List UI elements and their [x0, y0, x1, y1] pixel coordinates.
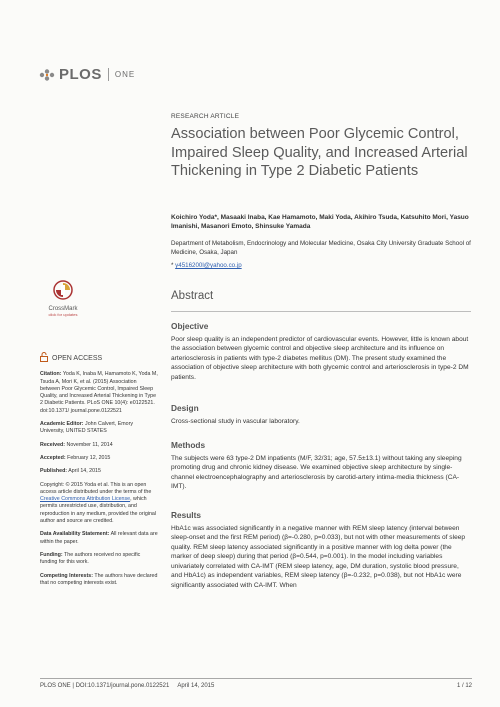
footer-date: April 14, 2015 [177, 683, 215, 689]
citation-block [40, 371, 158, 415]
email-marker: * [171, 262, 174, 269]
data-availability-text: All relevant data are within the paper. [40, 531, 158, 545]
license-link[interactable]: Creative Commons Attribution License [40, 496, 131, 503]
published-date: April 14, 2015 [68, 468, 101, 475]
crossmark-sublabel: click for updates [48, 312, 78, 317]
published-block [40, 468, 158, 475]
article-title: Association between Poor Glycemic Control, Impaired Sleep Quality, and Increased Arterial Thickening in Type 2 Diabetic Patients [171, 126, 468, 180]
journal-logo [38, 66, 135, 83]
editor-text: John Calvert, Emory University, UNITED STATES [40, 421, 134, 435]
data-availability-block [40, 531, 158, 546]
email-link[interactable]: y4516200l@yahoo.co.jp [175, 262, 242, 269]
corresponding-email [171, 262, 242, 269]
methods-text: The subjects were 63 type-2 DM inpatients (M/F, 32/31; age, 57.5±13.1) without taking any sleeping promoting drug and chronic kidney disease. We examined objective sleep architecture by single-channel electroencephalography and arteriosclerosis by carotid-artery intima-media thickness (CA-IMT). [171, 455, 462, 491]
funding-text: The authors received no specific funding for this work. [40, 551, 141, 566]
article-type: RESEARCH ARTICLE [171, 113, 240, 120]
citation-text: Yoda K, Inaba M, Hamamoto K, Yoda M, Tsuda A, Mori K, et al. (2015) Association between Poor Glycemic Control, Impaired Sleep Quality, and Increased Arterial Thickening in Type 2 Diabetic Patients. PLoS ONE 10(4): e0122521. doi:10.1371/ journal.pone.0122521 [40, 371, 158, 414]
published-label: Published: [40, 468, 68, 475]
results-text: HbA1c was associated significantly in a negative manner with REM sleep latency (interval between sleep-onset and the first REM period) (β=-0.280, p=0.033), but not with other measurements of sleep quality. REM sleep latency associated significantly in a positive manner with log delta power (the marker of deep sleep) during that period (β=0.544, p=0.001). In the model including variables univariately correlated with CA-IMT (REM sleep latency, age, DM duration, systolic blood pressure, and HbA1c) as independent variables, REM sleep latency (β=-0.232, p=0.038), but not HbA1c were significantly associated with CA-IMT. When [171, 525, 466, 589]
crossmark-icon [53, 287, 73, 304]
objective-text: Poor sleep quality is an independent predictor of cardiovascular events. However, little is known about the association between glycemic control and objective sleep architecture and its influence on arteriosclerosis in patients with type-2 diabetes mellitus (DM). The present study examined the association of objective sleep architecture with both glycemic control and arteriosclerosis in type-2 DM patients. [171, 336, 469, 381]
editor-block [40, 421, 158, 436]
footer-divider [40, 678, 472, 679]
page-number: 1 / 12 [456, 683, 472, 689]
copyright-text: Copyright: © 2015 Yoda et al. This is an open access article distributed under the terms of the [40, 481, 152, 495]
plos-logo-icon [38, 68, 56, 82]
citation-label: Citation: [40, 371, 62, 378]
crossmark-label: CrossMark [48, 306, 78, 312]
objective-heading: Objective [171, 321, 209, 331]
methods-section [171, 440, 471, 492]
accepted-label: Accepted: [40, 454, 66, 461]
open-access-badge [40, 352, 158, 364]
editor-label: Academic Editor: [40, 421, 84, 428]
received-date: November 11, 2014 [66, 441, 113, 448]
copyright-text-end: , which permits unrestricted use, distribution, and reproduction in any medium, provided the original author and source are credited. [40, 496, 157, 525]
results-heading: Results [171, 510, 201, 520]
journal-brand: PLOS [59, 66, 102, 83]
open-access-label: OPEN ACCESS [52, 354, 103, 362]
objective-section [171, 321, 471, 382]
methods-heading: Methods [171, 440, 206, 450]
copyright-block [40, 482, 158, 526]
data-availability-label: Data Availability Statement: [40, 531, 110, 538]
design-heading: Design [171, 403, 199, 413]
design-section [171, 403, 471, 426]
competing-interests-label: Competing Interests: [40, 572, 93, 579]
page-footer [40, 683, 472, 689]
footer-citation: PLOS ONE | DOI:10.1371/journal.pone.0122521 [40, 683, 170, 689]
crossmark-badge[interactable] [40, 280, 86, 317]
competing-interests-block [40, 573, 158, 588]
author-list: Koichiro Yoda*, Masaaki Inaba, Kae Hamamoto, Maki Yoda, Akihiro Tsuda, Katsuhito Mori, Yasuo Imanishi, Masanori Emoto, Shinsuke Yamada [171, 214, 469, 230]
received-label: Received: [40, 441, 66, 448]
article-sidebar [40, 352, 158, 593]
results-section [171, 510, 471, 590]
received-block [40, 442, 158, 449]
abstract-heading: Abstract [171, 290, 214, 302]
abstract-divider [171, 311, 471, 312]
accepted-date: February 12, 2015 [67, 454, 111, 461]
journal-name: ONE [114, 70, 136, 79]
affiliation: Department of Metabolism, Endocrinology and Molecular Medicine, Osaka City University Graduate School of Medicine, Osaka, Japan [171, 240, 471, 256]
open-lock-icon [40, 352, 48, 364]
competing-interests-text: The authors have declared that no competing interests exist. [40, 572, 158, 586]
logo-divider [108, 68, 109, 81]
design-text: Cross-sectional study in vascular laboratory. [171, 418, 300, 425]
funding-block [40, 552, 158, 567]
funding-label: Funding: [40, 551, 63, 558]
accepted-block [40, 455, 158, 462]
